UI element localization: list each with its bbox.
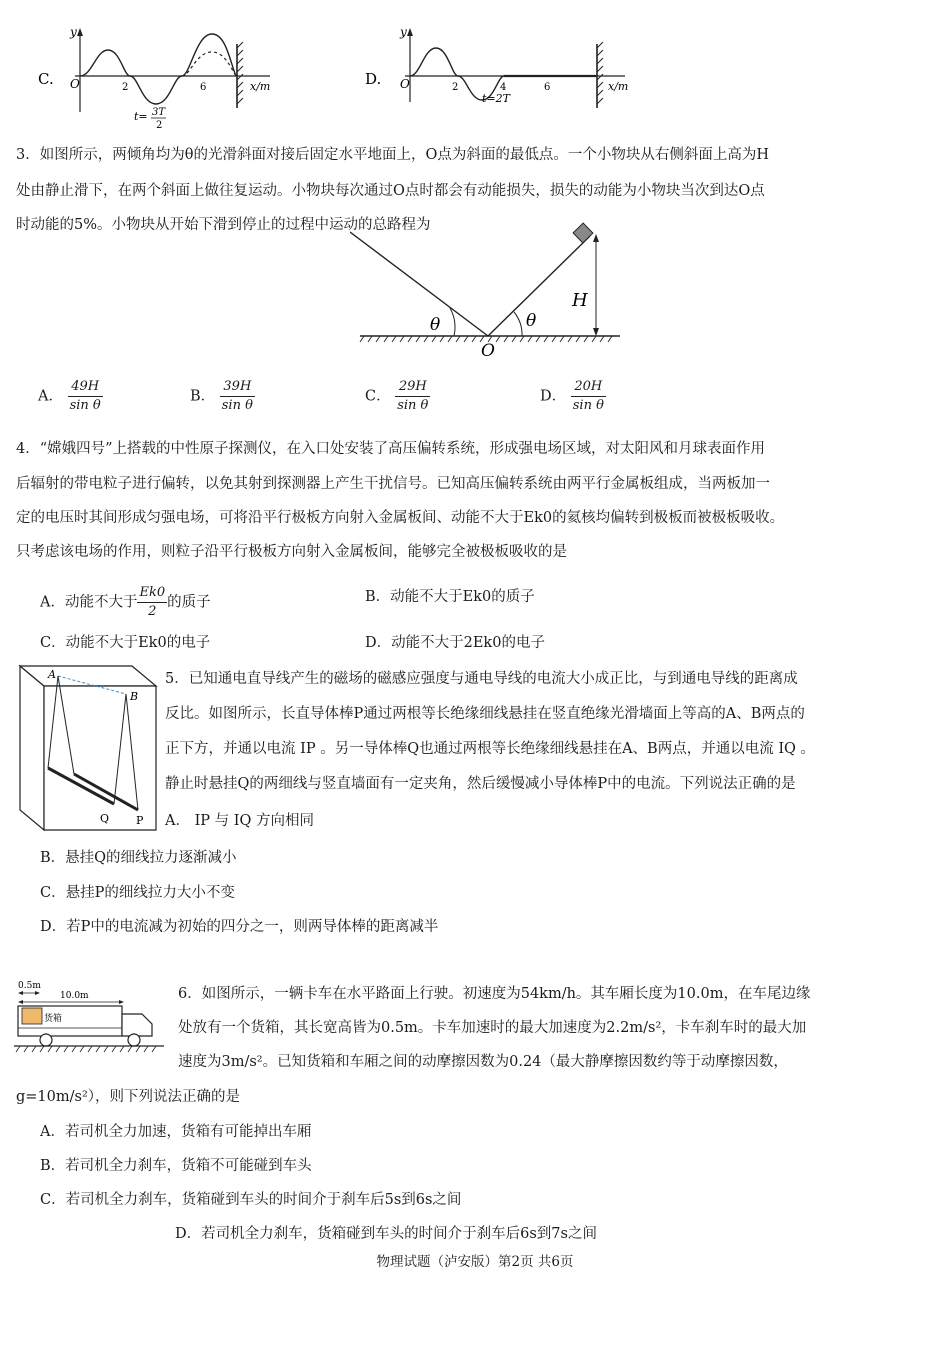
q6-line-4: g=10m/s²），则下列说法正确的是 (16, 1089, 241, 1105)
q4-option-a-den: 2 (148, 604, 157, 619)
graph-c-tick-2: 2 (122, 82, 129, 93)
q4-line-2: 后辐射的带电粒子进行偏转，以免其射到探测器上产生干扰信号。已知高压偏转系统由两平行金属板组成，当两板加一 (16, 476, 770, 492)
q4-line-4: 只考虑该电场的作用，则粒子沿平行极板方向射入金属板间，能够完全被极板吸收的是 (16, 544, 567, 560)
graph-d-origin: O (400, 77, 410, 91)
q3-line-3: 时动能的5%。小物块从开始下滑到停止的过程中运动的总路程为 (16, 217, 431, 233)
q3-option-b-fraction (220, 378, 255, 415)
q3-option-c-den: sin θ (397, 398, 429, 413)
graph-d-axis-y: y (400, 25, 407, 39)
q6-figure (14, 978, 164, 1056)
q5-point-a: A (48, 668, 56, 681)
graph-c-axis-y: y (70, 25, 77, 39)
q5-option-d[interactable]: D．若P中的电流减为初始的四分之一，则两导体棒的距离减半 (40, 919, 439, 935)
q6-length: 10.0m (60, 991, 89, 1001)
graph-d-tick-6: 6 (544, 82, 551, 93)
graph-d-figure (360, 22, 640, 132)
q3-line-2: 处由静止滑下，在两个斜面上做往复运动。小物块每次通过O点时都会有动能损失，损失的动能为小物块当次到达O点 (16, 183, 765, 199)
q3-option-b-label: B． (190, 388, 216, 405)
q6-box-size: 0.5m (18, 981, 41, 991)
q4-option-b[interactable]: B．动能不大于Ek0的质子 (365, 589, 535, 605)
graph-d-tick-2: 2 (452, 82, 459, 93)
q6-truck-diagram (14, 978, 164, 1056)
q3-height-h: H (572, 290, 588, 311)
q5-option-c[interactable]: C．悬挂P的细线拉力大小不变 (40, 885, 235, 901)
q3-line-1: 3．如图所示，两倾角均为θ的光滑斜面对接后固定水平地面上，O点为斜面的最低点。一个小物块从右侧斜面上高为H (16, 147, 769, 163)
q5-option-a[interactable]: A． IP 与 IQ 方向相同 (165, 813, 315, 829)
graph-d-axis-x: x/m (608, 80, 629, 93)
q5-figure (18, 664, 158, 832)
graph-d-label: D. (365, 70, 382, 88)
q6-line-2: 处放有一个货箱，其长宽高皆为0.5m。卡车加速时的最大加速度为2.2m/s²，卡车刹车时的最大加 (178, 1020, 807, 1036)
q3-incline-diagram (350, 222, 620, 362)
q4-option-a[interactable] (40, 584, 211, 621)
q6-line-3: 速度为3m/s²。已知货箱和车厢之间的动摩擦因数为0.24（最大静摩擦因数约等于动摩擦因数， (178, 1054, 788, 1070)
q4-option-a-post: 的质子 (167, 594, 211, 611)
q3-option-a[interactable] (38, 378, 103, 415)
q3-option-c-num: 29H (395, 378, 430, 397)
graph-d-time: t=2T (482, 92, 510, 105)
graph-d-tick-4: 4 (500, 82, 507, 93)
q6-option-a[interactable]: A．若司机全力加速，货箱有可能掉出车厢 (40, 1124, 312, 1140)
q5-option-b[interactable]: B．悬挂Q的细线拉力逐渐减小 (40, 850, 237, 866)
q3-origin-o: O (481, 341, 495, 361)
q3-option-a-label: A． (38, 388, 63, 405)
q3-option-d[interactable] (540, 378, 606, 415)
q6-line-1: 6．如图所示，一辆卡车在水平路面上行驶。初速度为54km/h。其车厢长度为10.0m，在车尾边缘 (178, 986, 811, 1002)
q5-line-2: 反比。如图所示，长直导体棒P通过两根等长绝缘细线悬挂在竖直绝缘光滑墙面上等高的A、B两点的 (165, 706, 805, 722)
q3-option-d-num: 20H (571, 378, 606, 397)
graph-c (30, 22, 290, 132)
q4-option-a-fraction (137, 584, 167, 621)
q4-line-1: 4．“嫦娥四号”上搭载的中性原子探测仪，在入口处安装了高压偏转系统，形成强电场区域，对太阳风和月球表面作用 (16, 441, 766, 457)
q3-theta-right: θ (526, 311, 537, 331)
q3-option-c[interactable] (365, 378, 430, 415)
q4-option-d[interactable]: D．动能不大于2Ek0的电子 (365, 635, 545, 651)
graph-d (360, 22, 640, 132)
q4-option-a-num: Ek0 (137, 584, 167, 603)
q3-option-d-den: sin θ (572, 398, 604, 413)
q5-wall-diagram (18, 664, 158, 832)
q4-line-3: 定的电压时其间形成匀强电场，可将沿平行极板方向射入金属板间、动能不大于Ek0的氦核均偏转到极板而被极板吸收。 (16, 510, 785, 526)
q3-theta-left: θ (430, 315, 441, 335)
q6-option-c[interactable]: C．若司机全力刹车，货箱碰到车头的时间介于刹车后5s到6s之间 (40, 1192, 462, 1208)
graph-c-time-num: 3T (152, 107, 166, 118)
q3-option-c-label: C． (365, 388, 391, 405)
q3-option-c-fraction (395, 378, 430, 415)
q5-rod-p: P (136, 814, 144, 827)
q6-box-label: 货箱 (44, 1014, 63, 1024)
q3-option-a-den: sin θ (69, 398, 101, 413)
q5-point-b: B (130, 690, 139, 703)
graph-c-time-den: 2 (156, 120, 163, 131)
q6-option-b[interactable]: B．若司机全力刹车，货箱不可能碰到车头 (40, 1158, 312, 1174)
q3-option-a-fraction (68, 378, 103, 415)
q3-option-b-num: 39H (220, 378, 255, 397)
q3-option-a-num: 49H (68, 378, 103, 397)
graph-c-label: C. (38, 70, 54, 88)
q6-option-d[interactable]: D．若司机全力刹车，货箱碰到车头的时间介于刹车后6s到7s之间 (175, 1226, 597, 1242)
q4-option-c[interactable]: C．动能不大于Ek0的电子 (40, 635, 211, 651)
q5-line-3: 正下方，并通以电流 IP 。另一导体棒Q也通过两根等长绝缘细线悬挂在A、B两点，并通以电流 IQ 。 (165, 741, 816, 757)
graph-c-origin: O (70, 77, 80, 91)
graph-c-figure (30, 22, 290, 132)
graph-c-time: t= (134, 110, 148, 123)
q5-line-1: 5．已知通电直导线产生的磁场的磁感应强度与通电导线的电流大小成正比，与到通电导线的距离成 (165, 671, 798, 687)
q4-option-a-pre: A．动能不大于 (40, 594, 138, 611)
q5-rod-q: Q (100, 812, 110, 825)
q3-option-b[interactable] (190, 378, 255, 415)
q3-figure (350, 222, 620, 362)
graph-c-axis-x: x/m (250, 80, 271, 93)
q3-option-d-fraction (571, 378, 606, 415)
q3-option-b-den: sin θ (221, 398, 253, 413)
graph-c-tick-6: 6 (200, 82, 207, 93)
q3-option-d-label: D． (540, 388, 567, 405)
q5-line-4: 静止时悬挂Q的两细线与竖直墙面有一定夹角，然后缓慢减小导体棒P中的电流。下列说法正确的是 (165, 776, 796, 792)
page-footer: 物理试题（泸安版）第2页 共6页 (376, 1254, 574, 1270)
